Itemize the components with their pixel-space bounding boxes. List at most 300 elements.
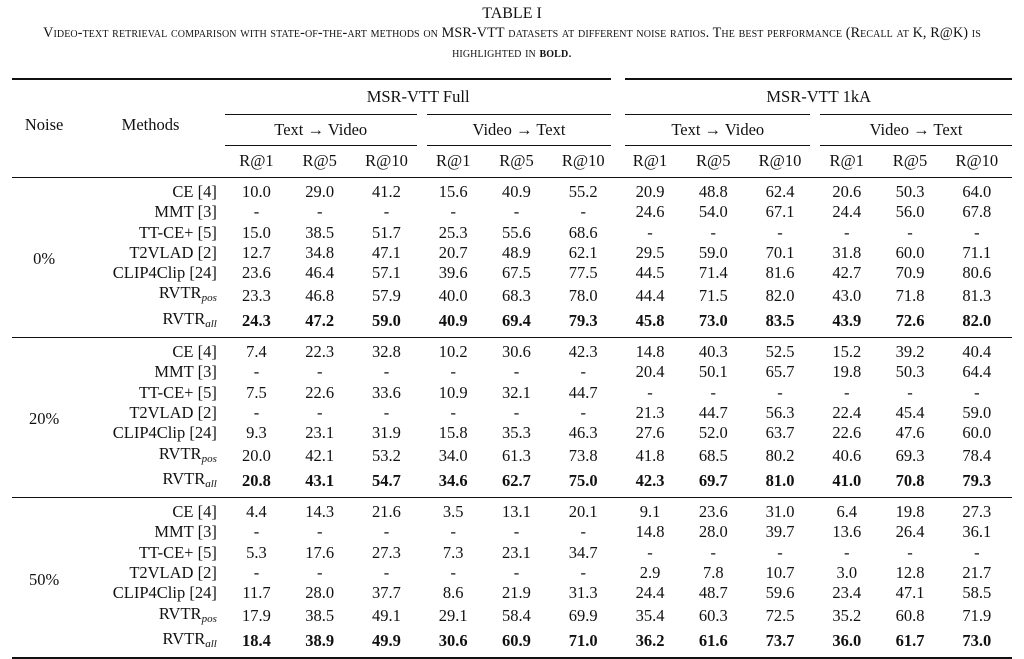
metric-value: 47.6 (895, 423, 925, 443)
metric-value: 63.7 (765, 423, 795, 443)
metric-value: 3.5 (442, 502, 464, 522)
header-full-t2v: Text → Video (225, 115, 422, 146)
method-subscript: pos (201, 452, 217, 465)
metric-value: - (710, 382, 716, 402)
metric-value: 7.4 (246, 342, 267, 362)
metric-value: 64.0 (962, 182, 992, 201)
metric-value: 20.4 (635, 362, 665, 382)
header-metric: R@5 (499, 151, 534, 171)
header-metric: R@10 (561, 151, 605, 171)
metric-value: - (907, 382, 913, 402)
best-value: 42.3 (635, 471, 665, 491)
method-name (76, 243, 225, 263)
metric-value: 71.1 (962, 242, 992, 262)
metric-value: 37.7 (372, 583, 401, 603)
best-value: 61.7 (895, 631, 925, 651)
metric-value: 34.0 (438, 446, 468, 466)
best-value: 41.0 (832, 471, 862, 491)
metric-value: 20.1 (568, 502, 598, 522)
metric-value: 8.6 (442, 583, 464, 603)
metric-value (618, 469, 681, 498)
metric-value: 62.1 (568, 242, 598, 262)
metric-value: 40.6 (832, 446, 862, 466)
header-metric: R@5 (892, 151, 928, 171)
header-metric: R@1 (436, 151, 471, 171)
method-label: T2VLAD [2] (129, 563, 217, 583)
metric-value: 39.2 (895, 342, 925, 362)
metric-value: 67.1 (765, 202, 795, 222)
metric-value: 30.6 (502, 342, 531, 362)
table-row (12, 522, 1012, 542)
metric-value (351, 309, 421, 338)
method-name (76, 444, 225, 469)
method-label: T2VLAD [2] (129, 242, 217, 262)
metric-value: - (450, 522, 456, 542)
metric-value: - (450, 402, 456, 422)
metric-value (942, 629, 1012, 658)
metric-value: 62.4 (765, 182, 795, 201)
metric-value: - (383, 402, 390, 422)
method-label: RVTR (158, 603, 202, 623)
table-row (12, 178, 1012, 203)
caption-text (18, 23, 1006, 63)
metric-value: 71.8 (895, 285, 925, 305)
metric-value: - (513, 362, 520, 382)
metric-value: 81.6 (765, 263, 795, 283)
method-label: CE [4] (172, 502, 217, 522)
metric-value (288, 629, 351, 658)
metric-value (618, 309, 681, 338)
metric-value: 3.0 (836, 563, 858, 583)
metric-value (288, 469, 351, 498)
method-label: MMT [3] (154, 362, 217, 382)
metric-value: 20.0 (242, 446, 271, 466)
best-value: 30.6 (438, 631, 468, 651)
metric-value: 80.6 (962, 263, 992, 283)
metric-value: 59.0 (962, 402, 992, 422)
metric-value: 4.4 (246, 502, 267, 522)
metric-value: - (316, 563, 323, 583)
metric-value: 56.0 (895, 202, 925, 222)
method-label: RVTR (162, 308, 206, 328)
header-1ka-v2t: Video → Text (815, 115, 1012, 146)
best-value: 59.0 (372, 311, 401, 331)
metric-value: 23.6 (698, 502, 728, 522)
method-subscript: all (205, 477, 217, 490)
metric-value: 71.4 (698, 263, 728, 283)
best-value: 82.0 (962, 311, 992, 331)
metric-value: 7.5 (246, 382, 267, 402)
metric-value: 12.8 (895, 563, 925, 583)
metric-value: 68.5 (698, 446, 728, 466)
metric-value: - (253, 202, 260, 222)
method-subscript: pos (201, 292, 217, 305)
metric-value: - (383, 202, 390, 222)
metric-value: 59.0 (698, 242, 728, 262)
best-value: 73.0 (962, 631, 992, 651)
metric-value: 44.7 (698, 402, 728, 422)
table-row (12, 362, 1012, 382)
method-label: TT-CE+ [5] (138, 542, 217, 562)
metric-value: 58.4 (502, 606, 531, 626)
method-name (76, 604, 225, 629)
metric-value: 9.1 (639, 502, 661, 522)
metric-value: 41.2 (372, 182, 401, 201)
noise-ratio: 50% (29, 569, 60, 589)
metric-value: 6.4 (836, 502, 858, 522)
metric-value: 67.5 (502, 263, 531, 283)
table-row (12, 202, 1012, 222)
metric-value: 21.3 (635, 402, 665, 422)
metric-value: 36.1 (962, 522, 992, 542)
table-row (12, 383, 1012, 403)
metric-value: 15.2 (832, 342, 862, 362)
method-label: CLIP4Clip [24] (112, 263, 217, 283)
metric-value (745, 629, 815, 658)
metric-value: 81.3 (962, 285, 992, 305)
metric-value: 24.4 (635, 583, 665, 603)
metric-value: 14.8 (635, 342, 665, 362)
metric-value: - (974, 542, 980, 562)
metric-value: 32.8 (372, 342, 401, 362)
metric-value: - (580, 362, 586, 382)
metric-value (815, 309, 878, 338)
metric-value: 47.1 (895, 583, 925, 603)
noise-ratio: 20% (29, 409, 60, 429)
metric-value: - (253, 362, 260, 382)
method-subscript: pos (201, 612, 217, 625)
method-label: T2VLAD [2] (129, 402, 217, 422)
results-table (12, 78, 1012, 659)
table-row (12, 403, 1012, 423)
metric-value (225, 309, 288, 338)
metric-value (422, 469, 485, 498)
header-metric: R@10 (365, 151, 408, 171)
caption-part: . (568, 45, 572, 61)
metric-value: 78.4 (962, 446, 992, 466)
metric-value: 40.0 (438, 285, 468, 305)
metric-value: 27.3 (372, 542, 401, 562)
metric-value: 23.1 (305, 423, 335, 443)
metric-value (745, 309, 815, 338)
metric-value: 57.9 (372, 285, 401, 305)
method-label: MMT [3] (154, 202, 217, 222)
metric-value: 52.5 (765, 342, 795, 362)
metric-value: 34.7 (568, 542, 598, 562)
metric-value: - (513, 402, 520, 422)
metric-value: - (316, 522, 323, 542)
metric-value (351, 629, 421, 658)
table-label: TABLE I (482, 5, 542, 22)
best-value: 47.2 (305, 311, 335, 331)
metric-value: 17.6 (305, 542, 335, 562)
metric-value: 73.8 (568, 446, 598, 466)
metric-value (548, 629, 618, 658)
metric-value: 64.4 (962, 362, 992, 382)
metric-value (548, 469, 618, 498)
method-subscript: all (205, 637, 217, 650)
best-value: 40.9 (438, 311, 468, 331)
metric-value: - (450, 202, 456, 222)
metric-value: 23.4 (832, 583, 862, 603)
metric-value: 67.8 (962, 202, 992, 222)
metric-value: 9.3 (246, 423, 267, 443)
header-methods: Methods (121, 114, 180, 134)
table-row (12, 423, 1012, 443)
metric-value (878, 629, 941, 658)
caption-dataset: MSR-VTT (441, 25, 505, 41)
metric-value: 14.8 (635, 522, 665, 542)
table-row (12, 263, 1012, 283)
metric-value: 29.5 (635, 242, 665, 262)
metric-value: 10.2 (438, 342, 468, 362)
header-metric: R@5 (696, 151, 731, 171)
table-row (12, 243, 1012, 263)
metric-value: 82.0 (765, 285, 795, 305)
header-metric: R@10 (758, 151, 802, 171)
metric-value (225, 469, 288, 498)
table-caption (0, 4, 1024, 63)
metric-value: 50.3 (895, 362, 925, 382)
method-label: RVTR (158, 443, 202, 463)
method-name (76, 543, 225, 563)
metric-value: 49.1 (372, 606, 401, 626)
metric-value: 61.3 (502, 446, 531, 466)
best-value: 79.3 (962, 471, 992, 491)
table-row (12, 543, 1012, 563)
metric-value (288, 309, 351, 338)
metric-value: - (777, 222, 783, 242)
method-label: CE [4] (172, 342, 217, 362)
metric-value: 44.5 (635, 263, 665, 283)
metric-value: - (580, 202, 586, 222)
metric-value: 54.0 (698, 202, 728, 222)
metric-value: 47.1 (372, 242, 401, 262)
method-name (76, 522, 225, 542)
metric-value (682, 309, 745, 338)
metric-value: - (844, 222, 850, 242)
metric-value: - (253, 402, 260, 422)
best-value: 69.7 (698, 471, 728, 491)
method-name (76, 583, 225, 603)
metric-value: 10.9 (438, 382, 468, 402)
metric-value (878, 469, 941, 498)
metric-value: 23.1 (502, 542, 531, 562)
metric-value: 17.9 (242, 606, 271, 626)
metric-value: 7.3 (442, 542, 464, 562)
method-name (76, 469, 225, 498)
best-value: 70.8 (895, 471, 925, 491)
best-value: 34.6 (438, 471, 468, 491)
metric-value: 11.7 (242, 583, 271, 603)
table-row (12, 444, 1012, 469)
metric-value: 80.2 (765, 446, 795, 466)
header-1ka-t2v: Text → Video (618, 115, 815, 146)
metric-value: - (580, 522, 586, 542)
table-row (12, 629, 1012, 658)
metric-value: 38.5 (305, 222, 335, 242)
best-value: 43.9 (832, 311, 862, 331)
metric-value: - (513, 522, 520, 542)
metric-value: 60.0 (895, 242, 925, 262)
metric-value: 15.0 (242, 222, 271, 242)
metric-value: 53.2 (372, 446, 401, 466)
metric-value (618, 629, 681, 658)
metric-value (485, 469, 548, 498)
metric-value: 22.4 (832, 402, 862, 422)
table-row (12, 469, 1012, 498)
metric-value: 57.1 (372, 263, 401, 283)
metric-value: 38.5 (305, 606, 335, 626)
metric-value: - (383, 362, 390, 382)
metric-value: 44.4 (635, 285, 665, 305)
metric-value: 2.9 (639, 563, 661, 583)
metric-value: - (253, 522, 260, 542)
method-name (76, 309, 225, 338)
metric-value: 20.9 (635, 182, 665, 201)
metric-value: 10.7 (765, 563, 795, 583)
metric-value: 55.2 (568, 182, 598, 201)
metric-value: 25.3 (438, 222, 468, 242)
metric-value: 32.1 (502, 382, 531, 402)
table-row (12, 583, 1012, 603)
metric-value: 13.1 (502, 502, 531, 522)
table-row (12, 283, 1012, 308)
metric-value: 55.6 (502, 222, 531, 242)
metric-value (225, 629, 288, 658)
method-name (76, 223, 225, 243)
metric-value: 50.1 (698, 362, 728, 382)
metric-value: - (647, 542, 653, 562)
metric-value: 34.8 (305, 242, 335, 262)
metric-value: - (316, 202, 323, 222)
method-label: CE [4] (172, 182, 217, 201)
best-value: 61.6 (698, 631, 728, 651)
metric-value: 31.8 (832, 242, 862, 262)
method-name (76, 498, 225, 523)
metric-value: 27.6 (635, 423, 665, 443)
metric-value: 20.6 (832, 182, 862, 201)
method-label: MMT [3] (154, 522, 217, 542)
best-value: 43.1 (305, 471, 335, 491)
metric-value: 65.7 (765, 362, 795, 382)
metric-value: 60.3 (698, 606, 728, 626)
metric-value: 23.3 (242, 285, 271, 305)
caption-part: datasets at different noise ratios. The best performance (Recall at K, R@K) is highlighted in (452, 25, 981, 61)
metric-value (682, 629, 745, 658)
method-name (76, 283, 225, 308)
method-name (76, 403, 225, 423)
metric-value: - (513, 563, 520, 583)
metric-value: - (383, 563, 390, 583)
metric-value: 21.6 (372, 502, 401, 522)
header-noise: Noise (24, 114, 64, 134)
caption-part: Video-text retrieval comparison with state-of-the-art methods on (43, 25, 442, 41)
method-name (76, 338, 225, 363)
metric-value: 42.3 (568, 342, 598, 362)
best-value: 60.9 (502, 631, 531, 651)
metric-value: 10.0 (242, 182, 271, 201)
metric-value: 31.0 (765, 502, 795, 522)
metric-value: 39.7 (765, 522, 795, 542)
metric-value (682, 469, 745, 498)
method-label: TT-CE+ [5] (138, 382, 217, 402)
metric-value (422, 309, 485, 338)
metric-value: 31.3 (568, 583, 598, 603)
method-name (76, 202, 225, 222)
metric-value: 70.9 (895, 263, 925, 283)
metric-value: 22.6 (832, 423, 862, 443)
metric-value: - (710, 222, 716, 242)
metric-value: 15.8 (438, 423, 468, 443)
method-name (76, 563, 225, 583)
metric-value: 77.5 (568, 263, 598, 283)
best-value: 79.3 (568, 311, 598, 331)
best-value: 36.2 (635, 631, 665, 651)
metric-value: 40.9 (502, 182, 531, 201)
metric-value: 48.9 (502, 242, 531, 262)
metric-value: 71.9 (962, 606, 992, 626)
method-label: RVTR (162, 628, 206, 648)
best-value: 62.7 (502, 471, 531, 491)
metric-value: - (907, 222, 913, 242)
metric-value (878, 309, 941, 338)
metric-value: 19.8 (895, 502, 925, 522)
metric-value: - (710, 542, 716, 562)
metric-value: 78.0 (568, 285, 598, 305)
metric-value: 40.3 (698, 342, 728, 362)
method-label: RVTR (162, 468, 206, 488)
best-value: 72.6 (895, 311, 925, 331)
metric-value: 20.7 (438, 242, 468, 262)
table-row (12, 604, 1012, 629)
best-value: 75.0 (568, 471, 598, 491)
method-label: CLIP4Clip [24] (112, 583, 217, 603)
metric-value: 21.7 (962, 563, 992, 583)
metric-value: - (253, 563, 260, 583)
metric-value: 19.8 (832, 362, 862, 382)
header-full-v2t: Video → Text (422, 115, 619, 146)
metric-value (815, 469, 878, 498)
metric-value: 48.7 (698, 583, 728, 603)
metric-value: 21.9 (502, 583, 531, 603)
best-value: 36.0 (832, 631, 862, 651)
metric-value: - (580, 402, 586, 422)
metric-value: 24.4 (832, 202, 862, 222)
metric-value: 48.8 (698, 182, 728, 201)
metric-value: - (907, 542, 913, 562)
metric-value: 70.1 (765, 242, 795, 262)
metric-value: - (844, 382, 850, 402)
caption-bold-word: bold (539, 45, 569, 61)
metric-value: 35.2 (832, 606, 862, 626)
method-label: RVTR (158, 283, 202, 303)
metric-value: 14.3 (305, 502, 335, 522)
metric-value: 71.5 (698, 285, 728, 305)
best-value: 71.0 (568, 631, 598, 651)
metric-value: 60.0 (962, 423, 992, 443)
metric-value: 15.6 (438, 182, 468, 201)
metric-value: - (450, 563, 456, 583)
metric-value (815, 629, 878, 658)
best-value: 20.8 (242, 471, 271, 491)
method-label: TT-CE+ [5] (138, 222, 217, 242)
header-metric: R@5 (302, 151, 337, 171)
best-value: 73.0 (698, 311, 728, 331)
best-value: 81.0 (765, 471, 795, 491)
metric-value: 60.8 (895, 606, 925, 626)
metric-value (942, 309, 1012, 338)
